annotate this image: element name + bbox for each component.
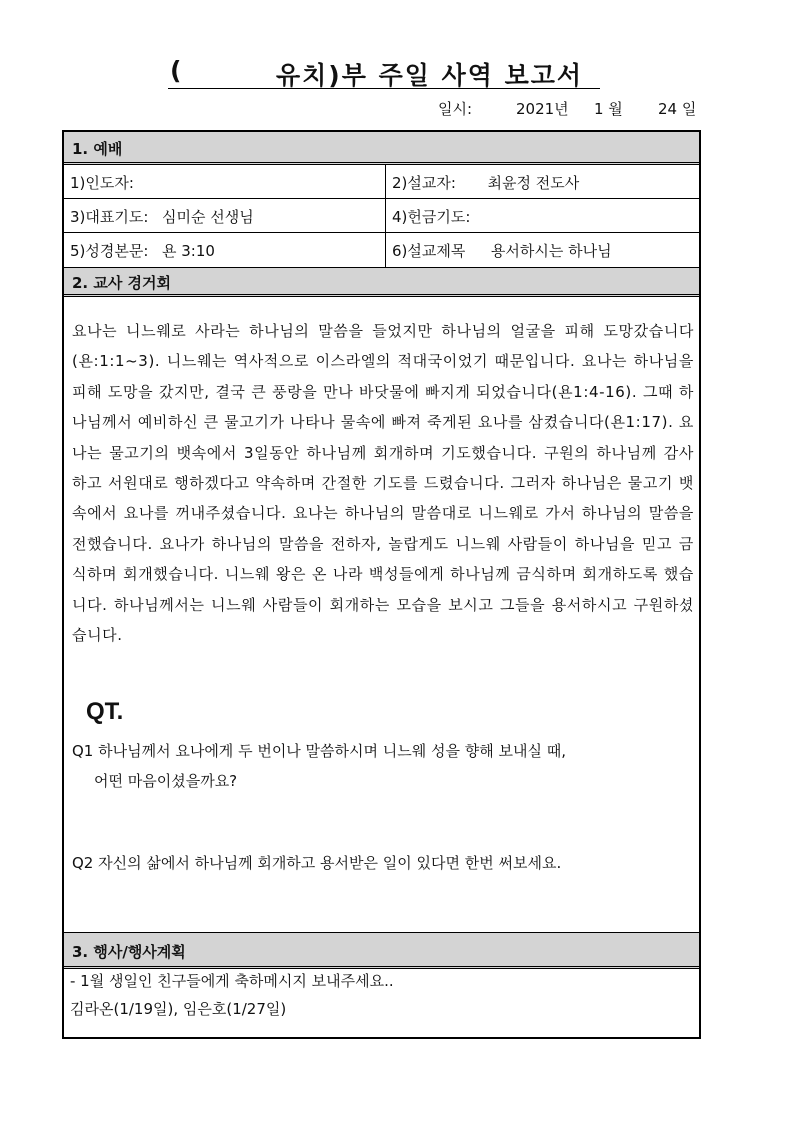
report-title [168,56,600,89]
offering-label: 4)헌금기도: [392,208,471,226]
row-leader-preacher [64,165,699,199]
date-line [438,98,708,118]
preacher-value: 최윤정 전도사 [487,174,580,192]
question-1-line-2: 어떤 마음이셨을까요? [94,772,238,790]
scripture-value: 욘 3:10 [161,242,215,260]
title-text: 유치)부 주일 사역 보고서 [276,61,584,90]
date-label: 일시: [438,100,473,118]
date-month: 1 월 [594,100,623,118]
scripture-label: 5)성경본문: [70,242,149,260]
prayer-label: 3)대표기도: [70,208,149,226]
row-prayer-offering [64,199,699,233]
section-teacher-title: 2. 교사 경거회 [64,267,699,297]
date-year: 2021년 [516,100,569,118]
title-paren: ( [170,56,182,85]
events-line-2: 김라온(1/19일), 임은호(1/27일) [70,1000,287,1018]
row-scripture-sermon [64,233,699,267]
leader-label: 1)인도자: [70,174,134,192]
events-line-1: - 1월 생일인 친구들에게 축하메시지 보내주세요.. [70,972,394,990]
question-1-line-1: Q1 하나님께서 요나에게 두 번이나 말씀하시며 니느웨 성을 향해 보내실 때, [72,742,567,760]
prayer-value: 심미순 선생님 [161,208,254,226]
question-2: Q2 자신의 삶에서 하나님께 회개하고 용서받은 일이 있다면 한번 써보세요. [72,854,562,872]
sermon-value: 용서하시는 하나님 [490,242,612,260]
prayer-cell [64,199,386,232]
sermon-label: 6)설교제목 [392,242,466,260]
leader-cell [64,165,386,198]
offering-cell [386,199,699,232]
section-worship-title: 1. 예배 [64,132,699,165]
section-events-title: 3. 행사/행사계획 [64,932,699,969]
question-1 [72,736,697,796]
date-day: 24 일 [658,100,697,118]
report-form [62,130,701,1039]
preacher-label: 2)설교자: [392,174,456,192]
sermon-cell [386,233,699,267]
preacher-cell [386,165,699,198]
scripture-cell [64,233,386,267]
qt-label: QT. [86,698,124,725]
lesson-paragraph: 요나는 니느웨로 사라는 하나님의 말씀을 들었지만 하나님의 얼굴을 피해 도망갔습니다(욘:1:1~3). 니느웨는 역사적으로 이스라엘의 적대국이었기 때문입니다. 요나는 하나님을 피해 도망을 갔지만, 결국 큰 풍랑을 만나 바닷물에 빠지게 되었습니다(욘1:4-16). 그때 하나님께서 예비하신 큰 물고기가 나타나 물속에 빠져 죽게된 요나를 삼켰습니다(욘1:17). 요나는 물고기의 뱃속에서 3일동안 하나님께 회개하며 기도했습니다. 구원의 하나님께 감사하고 서원대로 행하겠다고 약속하며 간절한 기도를 드렸습니다. 그러자 하나님은 물고기 뱃속에서 요나를 꺼내주셨습니다. 요나는 하나님의 말씀대로 니느웨로 가서 하나님의 말씀을 전했습니다. 요나가 하나님의 말씀을 전하자, 놀랍게도 니느웨 사람들이 하나님을 믿고 금식하며 회개했습니다. 니느웨 왕은 온 나라 백성들에게 하나님께 금식하며 회개하도록 했습니다. 하나님께서는 니느웨 사람들이 회개하는 모습을 보시고 그들을 용서하시고 구원하셨습니다. [72,322,694,645]
